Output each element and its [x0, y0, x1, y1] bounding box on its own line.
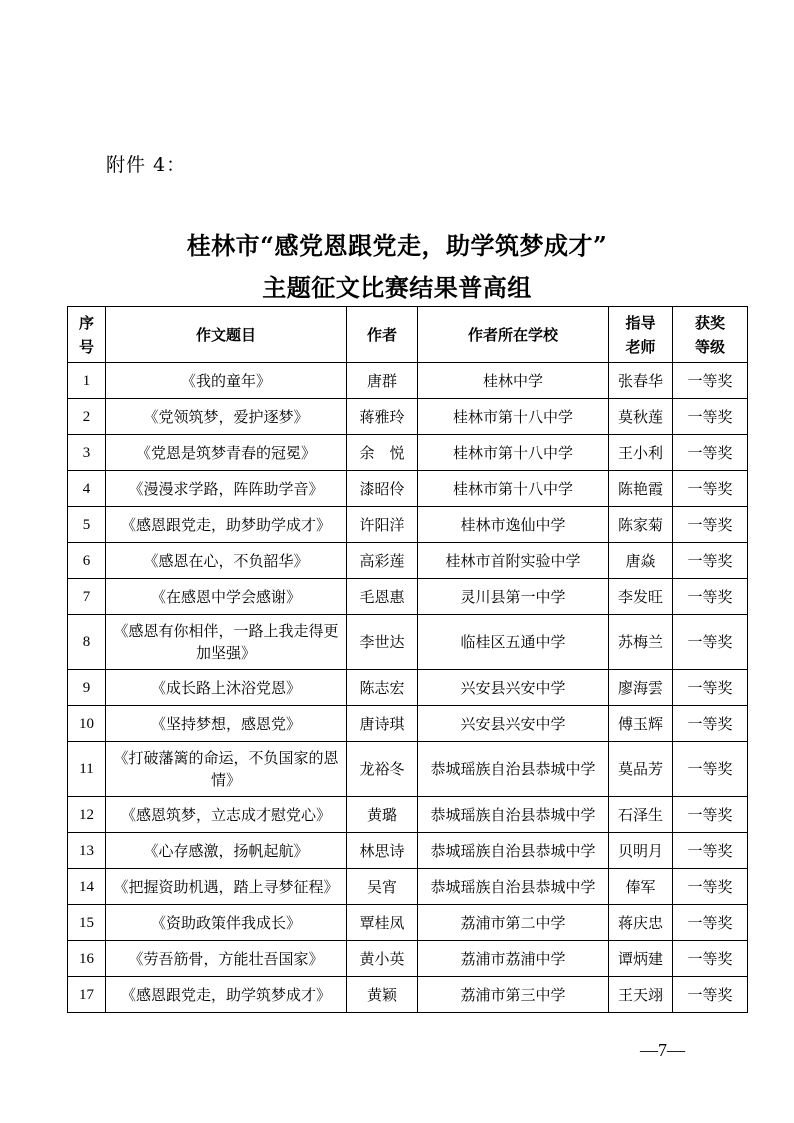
cell-author: 漆昭伶	[347, 471, 418, 507]
cell-teacher: 莫品芳	[609, 742, 673, 797]
cell-teacher: 张春华	[609, 363, 673, 399]
cell-author: 余 悦	[347, 435, 418, 471]
cell-teacher: 莫秋莲	[609, 399, 673, 435]
cell-teacher: 陈艳霞	[609, 471, 673, 507]
cell-award: 一等奖	[673, 706, 748, 742]
cell-award: 一等奖	[673, 869, 748, 905]
cell-author: 许阳洋	[347, 507, 418, 543]
cell-teacher: 俸军	[609, 869, 673, 905]
cell-teacher: 石泽生	[609, 797, 673, 833]
cell-award: 一等奖	[673, 742, 748, 797]
cell-school: 桂林市第十八中学	[418, 471, 609, 507]
cell-essay-title: 《资助政策伴我成长》	[106, 905, 347, 941]
cell-award: 一等奖	[673, 797, 748, 833]
cell-school: 灵川县第一中学	[418, 579, 609, 615]
cell-seq: 10	[68, 706, 106, 742]
results-table	[67, 306, 748, 1013]
table-row	[68, 869, 748, 905]
cell-seq: 6	[68, 543, 106, 579]
cell-seq: 14	[68, 869, 106, 905]
table-row	[68, 363, 748, 399]
cell-award: 一等奖	[673, 435, 748, 471]
cell-essay-title: 《成长路上沐浴党恩》	[106, 670, 347, 706]
cell-school: 恭城瑶族自治县恭城中学	[418, 833, 609, 869]
cell-award: 一等奖	[673, 905, 748, 941]
cell-award: 一等奖	[673, 399, 748, 435]
table-row	[68, 543, 748, 579]
cell-author: 黄璐	[347, 797, 418, 833]
header-essay-title: 作文题目	[106, 307, 347, 363]
cell-essay-title: 《感恩跟党走，助梦助学成才》	[106, 507, 347, 543]
table-row	[68, 833, 748, 869]
cell-essay-title: 《感恩有你相伴，一路上我走得更加坚强》	[106, 615, 347, 670]
cell-author: 林思诗	[347, 833, 418, 869]
cell-author: 蒋雅玲	[347, 399, 418, 435]
cell-author: 吴宵	[347, 869, 418, 905]
cell-teacher: 苏梅兰	[609, 615, 673, 670]
cell-seq: 1	[68, 363, 106, 399]
cell-award: 一等奖	[673, 670, 748, 706]
header-school: 作者所在学校	[418, 307, 609, 363]
cell-teacher: 傅玉辉	[609, 706, 673, 742]
table-header	[68, 307, 748, 363]
cell-school: 桂林市逸仙中学	[418, 507, 609, 543]
cell-author: 唐诗琪	[347, 706, 418, 742]
header-teacher: 指导老师	[609, 307, 673, 363]
cell-school: 临桂区五通中学	[418, 615, 609, 670]
cell-author: 李世达	[347, 615, 418, 670]
table-row	[68, 977, 748, 1013]
cell-seq: 7	[68, 579, 106, 615]
document-title-line2: 主题征文比赛结果普高组	[262, 273, 532, 302]
cell-award: 一等奖	[673, 941, 748, 977]
document-title-line1: 桂林市“感党恩跟党走，助学筑梦成才”	[186, 231, 608, 260]
table-row	[68, 905, 748, 941]
cell-seq: 16	[68, 941, 106, 977]
cell-seq: 4	[68, 471, 106, 507]
cell-school: 恭城瑶族自治县恭城中学	[418, 797, 609, 833]
cell-award: 一等奖	[673, 977, 748, 1013]
cell-author: 陈志宏	[347, 670, 418, 706]
cell-teacher: 廖海雲	[609, 670, 673, 706]
header-author: 作者	[347, 307, 418, 363]
cell-author: 龙裕冬	[347, 742, 418, 797]
cell-teacher: 贝明月	[609, 833, 673, 869]
table-row	[68, 471, 748, 507]
cell-teacher: 唐焱	[609, 543, 673, 579]
cell-seq: 3	[68, 435, 106, 471]
cell-school: 恭城瑶族自治县恭城中学	[418, 742, 609, 797]
cell-teacher: 陈家菊	[609, 507, 673, 543]
cell-school: 桂林市第十八中学	[418, 399, 609, 435]
cell-school: 荔浦市荔浦中学	[418, 941, 609, 977]
table-row	[68, 435, 748, 471]
cell-school: 桂林市第十八中学	[418, 435, 609, 471]
cell-author: 唐群	[347, 363, 418, 399]
cell-essay-title: 《劳吾筋骨，方能壮吾国家》	[106, 941, 347, 977]
header-row	[68, 307, 748, 363]
cell-teacher: 蒋庆忠	[609, 905, 673, 941]
cell-essay-title: 《打破藩篱的命运，不负国家的恩情》	[106, 742, 347, 797]
cell-school: 桂林市首附实验中学	[418, 543, 609, 579]
table-row	[68, 706, 748, 742]
cell-seq: 8	[68, 615, 106, 670]
cell-school: 荔浦市第二中学	[418, 905, 609, 941]
attachment-label: 附件 4：	[106, 154, 187, 176]
cell-school: 桂林中学	[418, 363, 609, 399]
cell-award: 一等奖	[673, 833, 748, 869]
cell-seq: 11	[68, 742, 106, 797]
header-seq: 序号	[68, 307, 106, 363]
cell-seq: 12	[68, 797, 106, 833]
cell-essay-title: 《感恩筑梦，立志成才慰党心》	[106, 797, 347, 833]
cell-essay-title: 《在感恩中学会感谢》	[106, 579, 347, 615]
cell-school: 恭城瑶族自治县恭城中学	[418, 869, 609, 905]
cell-school: 兴安县兴安中学	[418, 706, 609, 742]
cell-essay-title: 《漫漫求学路，阵阵助学音》	[106, 471, 347, 507]
table-row	[68, 742, 748, 797]
cell-award: 一等奖	[673, 543, 748, 579]
cell-essay-title: 《感恩在心，不负韶华》	[106, 543, 347, 579]
cell-teacher: 王小利	[609, 435, 673, 471]
cell-award: 一等奖	[673, 363, 748, 399]
cell-essay-title: 《党恩是筑梦青春的冠冕》	[106, 435, 347, 471]
cell-award: 一等奖	[673, 471, 748, 507]
table-row	[68, 615, 748, 670]
cell-essay-title: 《我的童年》	[106, 363, 347, 399]
table-row	[68, 507, 748, 543]
cell-seq: 17	[68, 977, 106, 1013]
cell-award: 一等奖	[673, 615, 748, 670]
cell-essay-title: 《心存感激，扬帆起航》	[106, 833, 347, 869]
cell-teacher: 王天翊	[609, 977, 673, 1013]
cell-seq: 15	[68, 905, 106, 941]
cell-school: 兴安县兴安中学	[418, 670, 609, 706]
cell-seq: 2	[68, 399, 106, 435]
cell-author: 黄小英	[347, 941, 418, 977]
table-row	[68, 579, 748, 615]
cell-author: 覃桂凤	[347, 905, 418, 941]
table-body	[68, 363, 748, 1013]
cell-seq: 13	[68, 833, 106, 869]
cell-teacher: 李发旺	[609, 579, 673, 615]
cell-teacher: 谭炳建	[609, 941, 673, 977]
cell-essay-title: 《把握资助机遇，踏上寻梦征程》	[106, 869, 347, 905]
cell-essay-title: 《党领筑梦，爱护逐梦》	[106, 399, 347, 435]
table-row	[68, 399, 748, 435]
cell-award: 一等奖	[673, 507, 748, 543]
cell-author: 高彩莲	[347, 543, 418, 579]
cell-essay-title: 《感恩跟党走，助学筑梦成才》	[106, 977, 347, 1013]
cell-essay-title: 《坚持梦想，感恩党》	[106, 706, 347, 742]
cell-author: 黄颖	[347, 977, 418, 1013]
cell-school: 荔浦市第三中学	[418, 977, 609, 1013]
page-number: —7—	[640, 1040, 685, 1060]
cell-author: 毛恩惠	[347, 579, 418, 615]
cell-seq: 5	[68, 507, 106, 543]
table-row	[68, 670, 748, 706]
cell-seq: 9	[68, 670, 106, 706]
table-row	[68, 941, 748, 977]
cell-award: 一等奖	[673, 579, 748, 615]
header-award: 获奖等级	[673, 307, 748, 363]
table-row	[68, 797, 748, 833]
